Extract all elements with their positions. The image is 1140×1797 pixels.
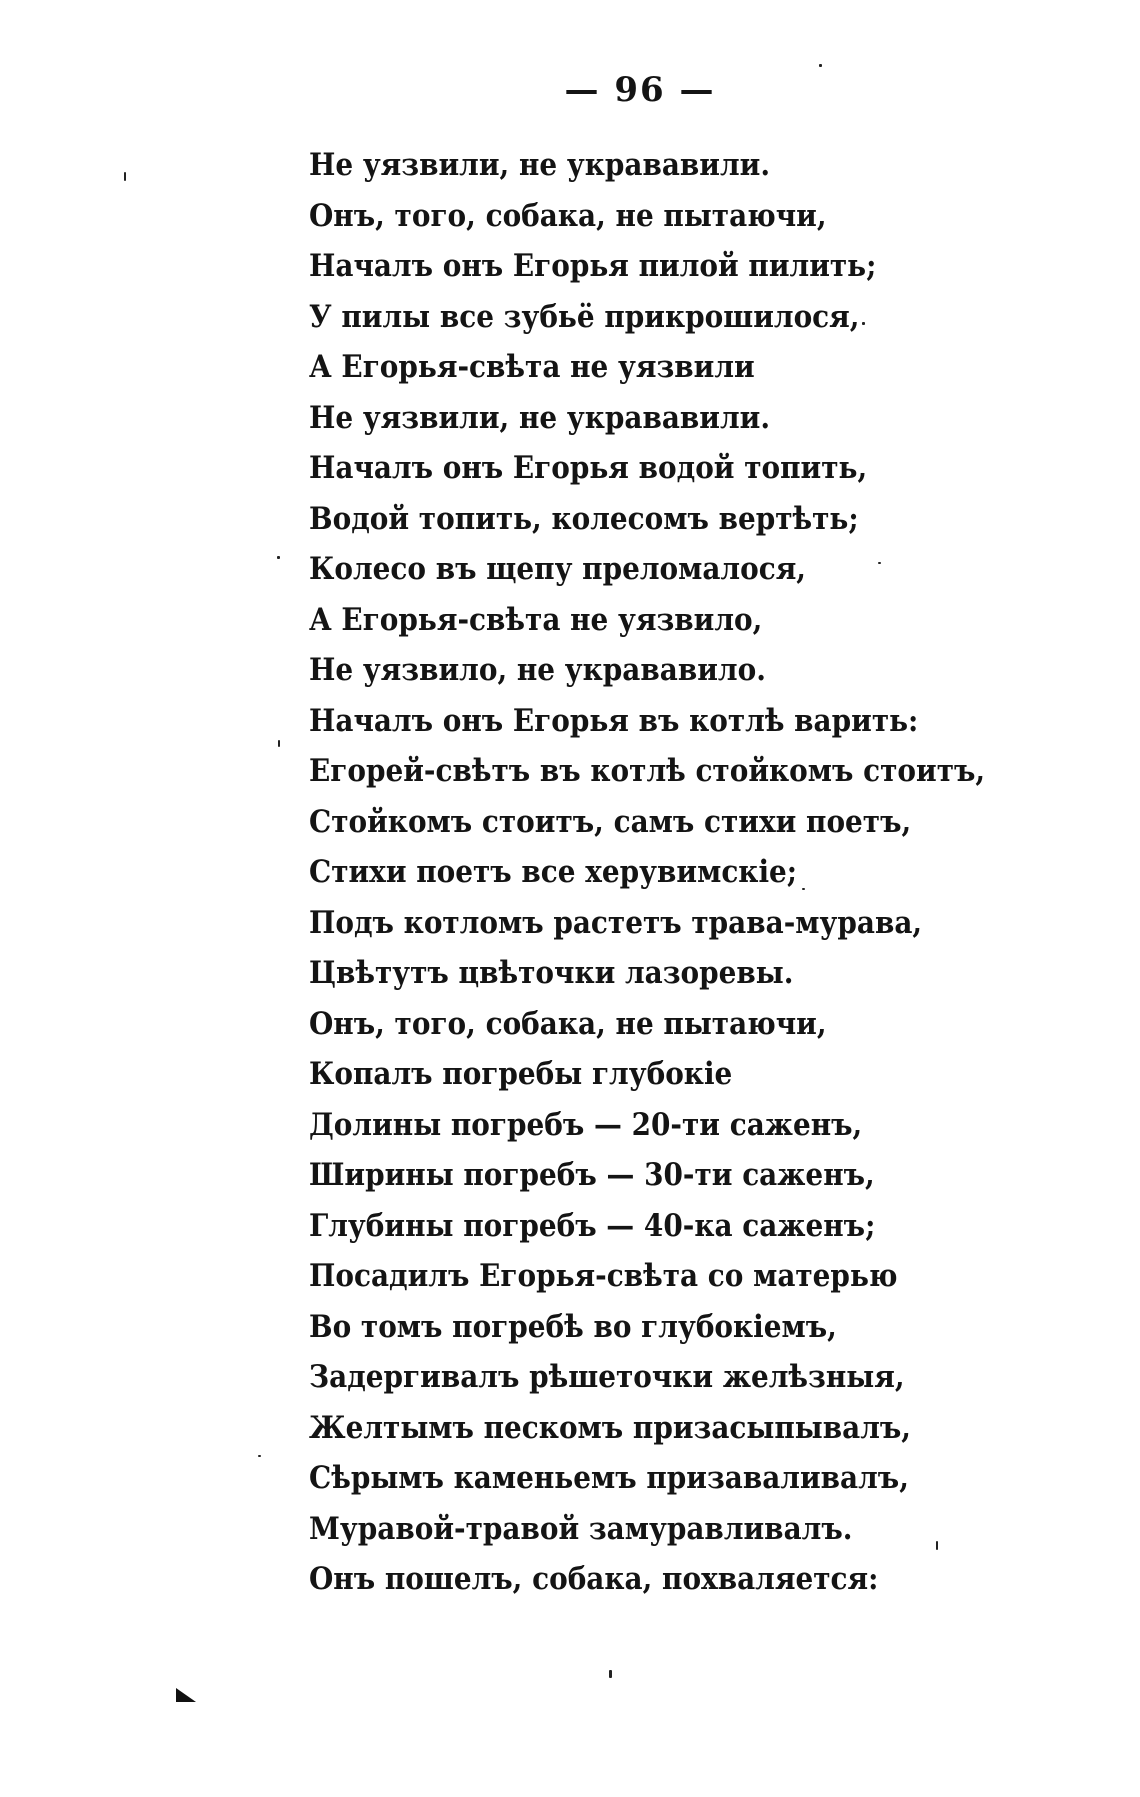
verse-line: Задергивалъ рѣшеточки желѣзныя, [309, 1359, 905, 1395]
verse-line: Во томъ погребѣ во глубокіемъ, [309, 1308, 837, 1345]
verse-line: Долины погребъ — 20-ти саженъ, [309, 1106, 863, 1143]
verse-line: Водой топить, колесомъ вертѣть; [309, 500, 859, 537]
verse-line: У пилы все зубьё прикрошилося, [309, 298, 860, 335]
verse-line: Ширины погребъ — 30-ти саженъ, [309, 1157, 875, 1193]
verse-line: Муравой-травой замуравливалъ. [309, 1510, 853, 1547]
corner-mark [176, 1688, 196, 1702]
scan-speck [609, 1670, 612, 1678]
scan-speck [819, 64, 822, 67]
verse-line: Копалъ погребы глубокіе [309, 1056, 733, 1092]
verse-line: Началъ онъ Егорья водой топить, [309, 450, 868, 486]
page-number: — 96 — [564, 70, 716, 110]
verse-line: Цвѣтутъ цвѣточки лазоревы. [309, 955, 794, 991]
verse-line: Началъ онъ Егорья въ котлѣ варить: [309, 702, 919, 739]
verse-line: А Егорья-свѣта не уязвили [309, 349, 755, 385]
verse-line: Сѣрымъ каменьемъ призаваливалъ, [309, 1460, 909, 1496]
scan-speck [862, 322, 865, 325]
scan-speck [878, 562, 881, 564]
verse-line: Посадилъ Егорья-свѣта со матерью [309, 1258, 898, 1294]
scan-speck [802, 888, 805, 890]
scan-speck [258, 1455, 261, 1457]
verse-line: Началъ онъ Егорья пилой пилить; [309, 248, 877, 284]
verse-line: А Егорья-свѣта не уязвило, [309, 601, 763, 638]
verse-line: Не уязвили, не укрававили. [309, 399, 771, 436]
scan-speck [277, 556, 280, 559]
verse-line: Стойкомъ стоитъ, самъ стихи поетъ, [309, 803, 912, 840]
scan-speck [124, 172, 126, 181]
verse-line: Желтымъ пескомъ призасыпывалъ, [309, 1409, 912, 1446]
scan-speck [936, 1541, 938, 1550]
verse-line: Онъ, того, собака, не пытаючи, [309, 197, 827, 234]
verse-line: Глубины погребъ — 40-ка саженъ; [309, 1207, 876, 1244]
verse-line: Колесо въ щепу преломалося, [309, 551, 807, 587]
verse-line: Стихи поетъ все херувимскіе; [309, 854, 798, 890]
verse-line: Онъ пошелъ, собака, похваляется: [309, 1561, 879, 1597]
poem-text [309, 140, 1060, 1605]
verse-line: Онъ, того, собака, не пытаючи, [309, 1005, 827, 1042]
verse-line: Не уязвило, не укрававило. [309, 652, 766, 688]
verse-line: Не уязвили, не укрававили. [309, 147, 771, 183]
verse-line: Егорей-свѣтъ въ котлѣ стойкомъ стоитъ, [309, 753, 986, 789]
scan-speck [278, 740, 280, 747]
verse-line: Подъ котломъ растетъ трава-мурава, [309, 904, 923, 941]
